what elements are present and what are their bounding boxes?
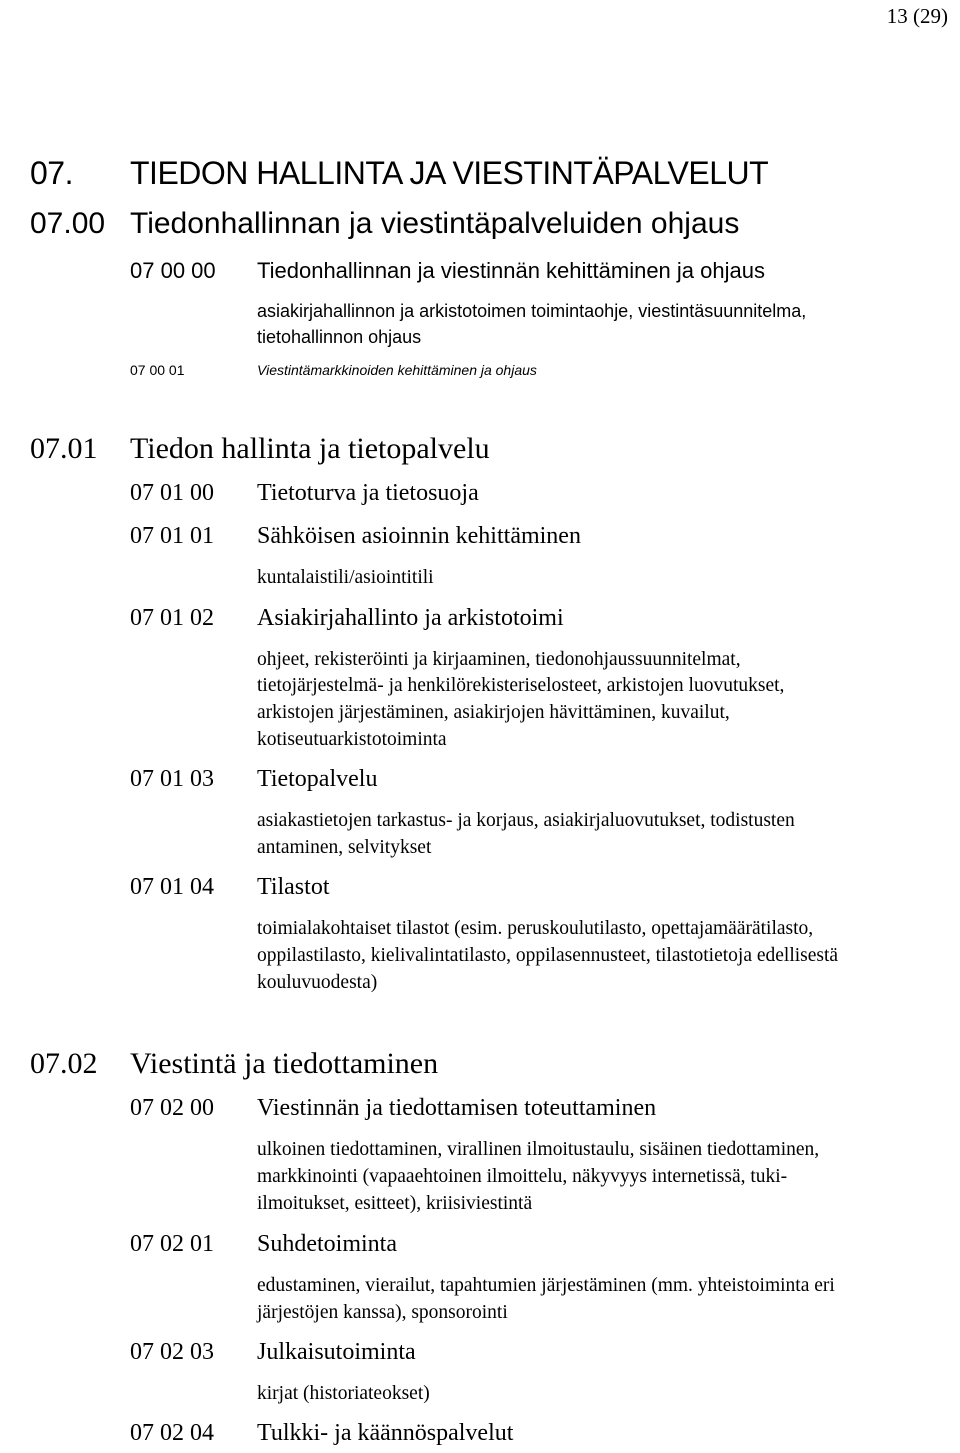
item-description-line: ulkoinen tiedottaminen, virallinen ilmoitustaulu, sisäinen tiedottaminen, bbox=[257, 1139, 820, 1160]
item-code: 07 01 03 bbox=[130, 766, 214, 792]
item-title: Asiakirjahallinto ja arkistotoimi bbox=[257, 605, 564, 631]
item-title: Tilastot bbox=[257, 874, 330, 900]
item-description-line: kuntalaistili/asiointitili bbox=[257, 567, 434, 588]
item-description-line: markkinointi (vapaaehtoinen ilmoittelu, näkyvyys internetissä, tuki- bbox=[257, 1166, 788, 1187]
item-description-line: kirjat (historiateokset) bbox=[257, 1383, 430, 1404]
item-code: 07 00 01 bbox=[130, 362, 185, 378]
item-description-line: antaminen, selvitykset bbox=[257, 837, 432, 858]
item-code: 07 02 03 bbox=[130, 1339, 214, 1365]
item-description-line: asiakastietojen tarkastus- ja korjaus, asiakirjaluovutukset, todistusten bbox=[257, 810, 795, 831]
item-description-line: järjestöjen kanssa), sponsorointi bbox=[257, 1302, 508, 1323]
item-code: 07 02 00 bbox=[130, 1095, 214, 1121]
item-code: 07 01 01 bbox=[130, 523, 214, 549]
item-title: Tulkki- ja käännöspalvelut bbox=[257, 1420, 514, 1446]
section-number: 07.00 bbox=[30, 207, 106, 240]
item-title: Viestinnän ja tiedottamisen toteuttaminen bbox=[257, 1095, 657, 1121]
item-code: 07 01 02 bbox=[130, 605, 214, 631]
item-title: Julkaisutoiminta bbox=[257, 1339, 416, 1365]
item-code: 07 00 00 bbox=[130, 258, 216, 283]
page-number: 13 (29) bbox=[886, 4, 948, 28]
section-title: Viestintä ja tiedottaminen bbox=[130, 1047, 439, 1080]
section-title: Tiedon hallinta ja tietopalvelu bbox=[130, 432, 490, 465]
item-description-line: tietojärjestelmä- ja henkilörekisteriselosteet, arkistojen luovutukset, bbox=[257, 675, 785, 696]
section-number: 07.01 bbox=[30, 432, 98, 465]
item-description-line: edustaminen, vierailut, tapahtumien järjestäminen (mm. yhteistoiminta eri bbox=[257, 1275, 835, 1296]
item-title: Viestintämarkkinoiden kehittäminen ja ohjaus bbox=[257, 362, 537, 378]
section-title: Tiedonhallinnan ja viestintäpalveluiden ohjaus bbox=[130, 207, 740, 240]
item-description-line: arkistojen järjestäminen, asiakirjojen hävittäminen, kuvailut, bbox=[257, 702, 730, 723]
item-title: Tietopalvelu bbox=[257, 766, 378, 792]
item-description-line: kouluvuodesta) bbox=[257, 972, 378, 993]
item-title: Sähköisen asioinnin kehittäminen bbox=[257, 523, 581, 549]
item-description-line: kotiseutuarkistotoiminta bbox=[257, 729, 447, 750]
item-title: Suhdetoiminta bbox=[257, 1231, 397, 1257]
item-description-line: asiakirjahallinnon ja arkistotoimen toimintaohje, viestintäsuunnitelma, bbox=[257, 301, 807, 321]
item-code: 07 02 01 bbox=[130, 1231, 214, 1257]
item-code: 07 01 00 bbox=[130, 480, 214, 506]
item-title: Tiedonhallinnan ja viestinnän kehittäminen ja ohjaus bbox=[257, 258, 765, 283]
item-title: Tietoturva ja tietosuoja bbox=[257, 480, 479, 506]
item-description-line: ohjeet, rekisteröinti ja kirjaaminen, tiedonohjaussuunnitelmat, bbox=[257, 649, 741, 670]
section-number: 07.02 bbox=[30, 1047, 98, 1080]
item-code: 07 02 04 bbox=[130, 1420, 214, 1446]
chapter-title: TIEDON HALLINTA JA VIESTINTÄPALVELUT bbox=[130, 155, 769, 191]
item-description-line: tietohallinnon ohjaus bbox=[257, 327, 422, 347]
item-description-line: toimialakohtaiset tilastot (esim. peruskoulutilasto, opettajamäärätilasto, bbox=[257, 918, 814, 939]
item-code: 07 01 04 bbox=[130, 874, 214, 900]
chapter-number: 07. bbox=[30, 155, 73, 191]
item-description-line: ilmoitukset, esitteet), kriisiviestintä bbox=[257, 1193, 533, 1214]
item-description-line: oppilastilasto, kielivalintatilasto, oppilasennusteet, tilastotietoja edellisestä bbox=[257, 945, 839, 966]
